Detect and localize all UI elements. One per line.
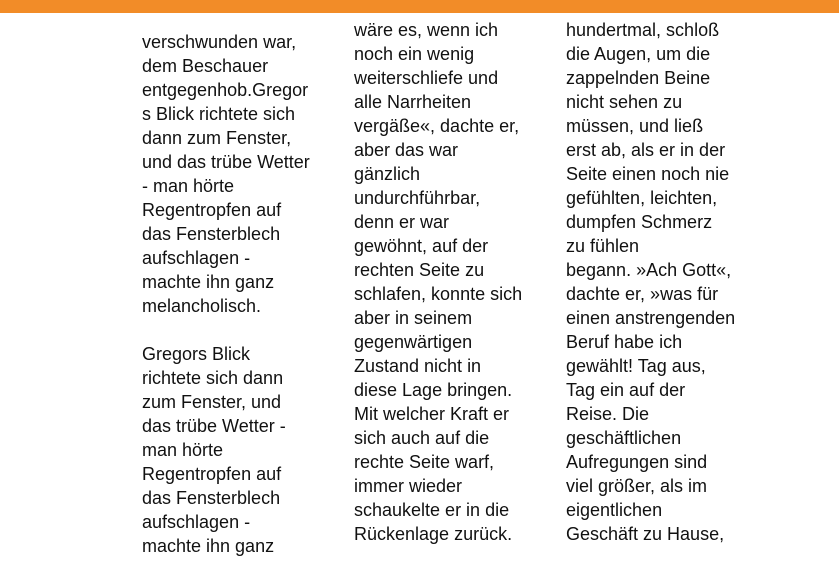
text-line: geschäftlichen: [566, 428, 682, 448]
text-line: schaukelte er in die: [354, 500, 510, 520]
text-line: machte ihn ganz: [142, 536, 275, 556]
text-line: denn er war: [354, 212, 450, 232]
text-line: erst ab, als er in der: [566, 140, 726, 160]
text-line: aber das war: [354, 140, 459, 160]
text-line: sich auch auf die: [354, 428, 490, 448]
text-line: dann zum Fenster,: [142, 128, 292, 148]
text-line: und das trübe Wetter: [142, 152, 310, 172]
text-line: wäre es, wenn ich: [354, 20, 499, 40]
text-line: man hörte: [142, 440, 224, 460]
text-line: das Fensterblech: [142, 224, 281, 244]
text-line: gänzlich: [354, 164, 421, 184]
paragraph-2: [142, 342, 310, 558]
text-line: richtete sich dann: [142, 368, 284, 388]
text-line: schlafen, konnte sich: [354, 284, 523, 304]
text-line: die Augen, um die: [566, 44, 711, 64]
text-line: Mit welcher Kraft er: [354, 404, 510, 424]
text-line: diese Lage bringen.: [354, 380, 513, 400]
text-line: machte ihn ganz: [142, 272, 275, 292]
text-line: verschwunden war,: [142, 32, 297, 52]
text-line: zappelnden Beine: [566, 68, 711, 88]
paragraph-gap: [142, 318, 310, 342]
text-line: nicht sehen zu: [566, 92, 683, 112]
text-line: das Fensterblech: [142, 488, 281, 508]
text-line: entgegenhob.Gregor: [142, 80, 309, 100]
top-accent-bar: [0, 0, 839, 13]
text-line: undurchführbar,: [354, 188, 481, 208]
text-line: einen anstrengenden: [566, 308, 736, 328]
text-line: Tag ein auf der: [566, 380, 686, 400]
text-line: dumpfen Schmerz: [566, 212, 713, 232]
text-line: zu fühlen: [566, 236, 640, 256]
text-column-1: [142, 30, 310, 558]
paragraph-1: [142, 30, 310, 318]
text-line: gewählt! Tag aus,: [566, 356, 706, 376]
text-line: Reise. Die: [566, 404, 650, 424]
text-line: Regentropfen auf: [142, 464, 282, 484]
text-line: dem Beschauer: [142, 56, 269, 76]
text-line: Gregors Blick: [142, 344, 251, 364]
text-line: dachte er, »was für: [566, 284, 719, 304]
text-column-2: [354, 0, 522, 546]
text-line: Geschäft zu Hause,: [566, 524, 725, 544]
text-line: weiterschliefe und: [354, 68, 499, 88]
text-column-3: [566, 0, 735, 546]
text-line: aufschlagen -: [142, 248, 251, 268]
text-line: zum Fenster, und: [142, 392, 282, 412]
text-line: Seite einen noch nie: [566, 164, 730, 184]
text-line: immer wieder: [354, 476, 463, 496]
text-line: begann. »Ach Gott«,: [566, 260, 732, 280]
text-line: das trübe Wetter -: [142, 416, 286, 436]
text-line: aber in seinem: [354, 308, 473, 328]
text-line: melancholisch.: [142, 296, 262, 316]
text-line: rechten Seite zu: [354, 260, 485, 280]
text-line: gewöhnt, auf der: [354, 236, 489, 256]
text-line: s Blick richtete sich: [142, 104, 296, 124]
text-line: Rückenlage zurück.: [354, 524, 513, 544]
text-line: müssen, und ließ: [566, 116, 704, 136]
text-line: viel größer, als im: [566, 476, 708, 496]
text-line: Zustand nicht in: [354, 356, 482, 376]
text-line: aufschlagen -: [142, 512, 251, 532]
text-line: Regentropfen auf: [142, 200, 282, 220]
text-line: Beruf habe ich: [566, 332, 683, 352]
text-line: gegenwärtigen: [354, 332, 473, 352]
text-line: vergäße«, dachte er,: [354, 116, 520, 136]
text-line: Aufregungen sind: [566, 452, 708, 472]
text-line: alle Narrheiten: [354, 92, 472, 112]
text-line: eigentlichen: [566, 500, 663, 520]
text-line: hundertmal, schloß: [566, 20, 720, 40]
text-line: - man hörte: [142, 176, 235, 196]
text-line: rechte Seite warf,: [354, 452, 495, 472]
text-line: noch ein wenig: [354, 44, 475, 64]
text-line: gefühlten, leichten,: [566, 188, 718, 208]
